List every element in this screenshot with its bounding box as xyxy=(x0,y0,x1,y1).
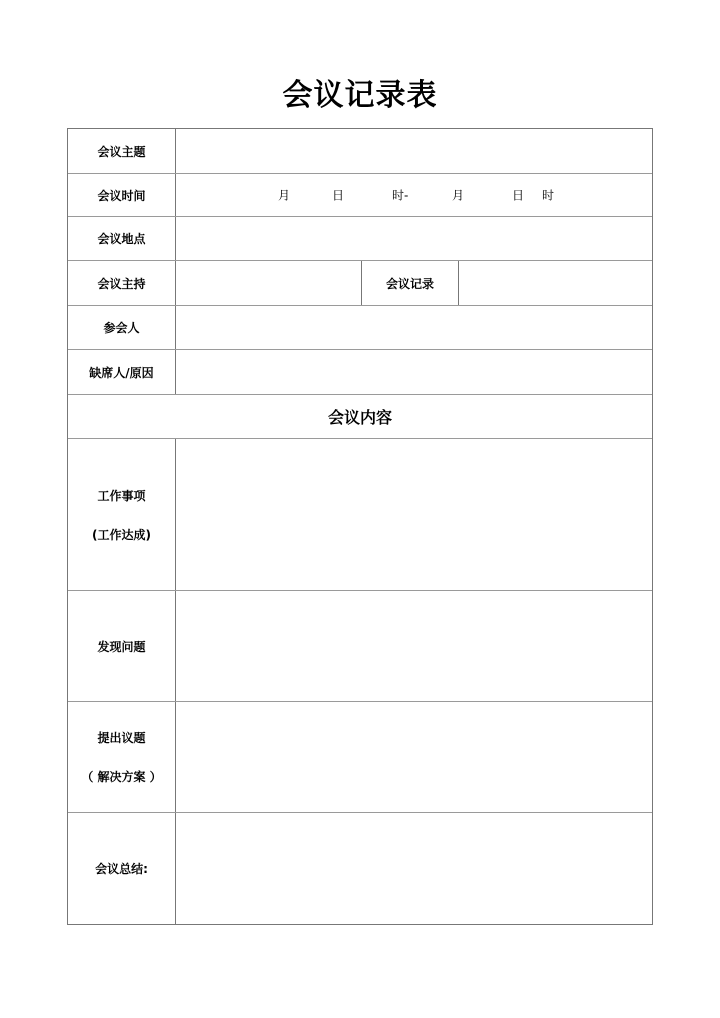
field-host[interactable] xyxy=(176,261,361,305)
field-attendees[interactable] xyxy=(176,306,652,349)
row-content-header xyxy=(68,395,652,439)
field-work-items[interactable] xyxy=(176,439,652,590)
label-issues: 发现问题 xyxy=(68,591,176,701)
row-topic xyxy=(68,129,652,174)
meeting-record-form xyxy=(67,128,653,925)
row-summary xyxy=(68,813,652,924)
time-hour-start: 时- xyxy=(392,188,409,203)
row-issues xyxy=(68,591,652,702)
label-host: 会议主持 xyxy=(68,261,176,305)
time-month-start: 月 xyxy=(278,188,291,203)
row-proposals xyxy=(68,702,652,813)
time-hour-end: 时 xyxy=(542,188,555,203)
row-absentees xyxy=(68,350,652,395)
row-time xyxy=(68,174,652,217)
row-location xyxy=(68,217,652,261)
field-recorder[interactable] xyxy=(459,261,652,305)
row-work-items xyxy=(68,439,652,591)
field-proposals[interactable] xyxy=(176,702,652,812)
field-host-group xyxy=(176,261,652,305)
page-title: 会议记录表 xyxy=(282,78,438,113)
label-attendees: 参会人 xyxy=(68,306,176,349)
row-attendees xyxy=(68,306,652,350)
section-title-content: 会议内容 xyxy=(327,408,392,427)
time-day-end: 日 xyxy=(512,188,525,203)
time-month-end: 月 xyxy=(452,188,465,203)
label-proposals: 提出议题 （ 解决方案 ） xyxy=(68,702,176,812)
field-topic[interactable] xyxy=(176,129,652,173)
label-topic: 会议主题 xyxy=(68,129,176,173)
label-work-items: 工作事项 (工作达成) xyxy=(68,439,176,590)
label-summary: 会议总结: xyxy=(68,813,176,924)
label-recorder: 会议记录 xyxy=(361,261,459,305)
field-location[interactable] xyxy=(176,217,652,260)
label-absentees: 缺席人/原因 xyxy=(68,350,176,394)
field-summary[interactable] xyxy=(176,813,652,924)
field-absentees[interactable] xyxy=(176,350,652,394)
time-day-start: 日 xyxy=(332,188,345,203)
field-issues[interactable] xyxy=(176,591,652,701)
row-host-recorder xyxy=(68,261,652,306)
label-location: 会议地点 xyxy=(68,217,176,260)
label-time: 会议时间 xyxy=(68,174,176,216)
field-time[interactable] xyxy=(176,174,652,216)
